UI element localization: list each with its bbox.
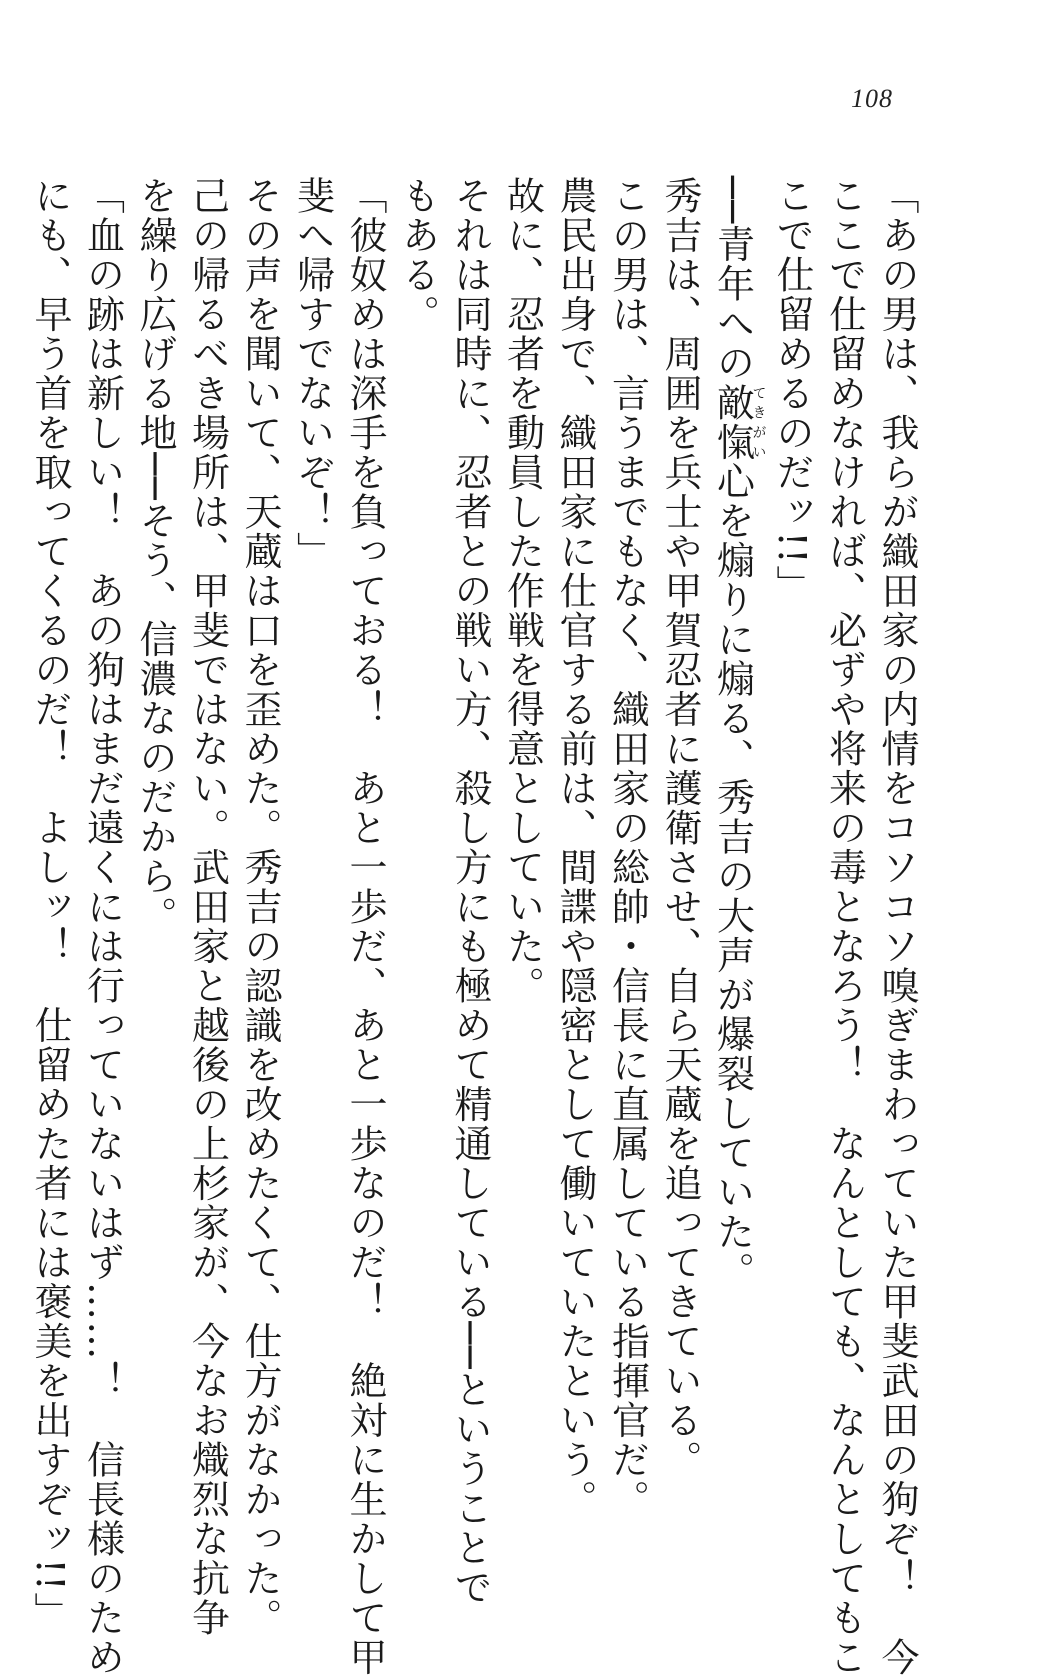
- text-line: その声を聞いて、天蔵は口を歪めた。秀吉の認識を改めたくて、仕方がなかった。: [238, 176, 282, 1638]
- text-line: ここで仕留めなければ、必ずや将来の毒となろう！ なんとしても、なんとしてもこ: [822, 176, 867, 1677]
- ruby-annotation: [710, 382, 767, 462]
- vertical-text-body: [28, 176, 923, 1677]
- text-segment: ──青年への: [710, 176, 755, 383]
- text-line: それは同時に、忍者との戦い方、殺し方にも極めて精通している──ということで: [448, 176, 492, 1608]
- text-line: を繰り広げる地──そう、信濃なのだから。: [133, 176, 177, 936]
- text-line: 故に、忍者を動員した作戦を得意としていた。: [500, 176, 545, 1006]
- text-line: 斐へ帰すでないぞ！」: [290, 176, 335, 571]
- text-line: 「あの男は、我らが織田家の内情をコソコソ嗅ぎまわっていた甲斐武田の狗ぞ！ 今: [875, 176, 919, 1677]
- text-line: [706, 176, 766, 1356]
- ruby-base: 敵愾: [710, 382, 755, 462]
- text-line: 秀吉は、周囲を兵士や甲賀忍者に護衛させ、自ら天蔵を追ってきている。: [658, 176, 702, 1480]
- text-segment: 心を煽りに煽る、秀吉の大声が爆裂していた。: [710, 461, 755, 1292]
- text-line: 「彼奴めは深手を負っておる！ あと一歩だ、あと一歩なのだ！ 絶対に生かして甲: [343, 176, 387, 1677]
- text-line: にも、早う首を取ってくるのだ！ よしッ！ 仕留めた者には褒美を出すぞッ!!」: [28, 176, 72, 1632]
- text-line: 「血の跡は新しい！ あの狗はまだ遠くには行っていないはず……！ 信長様のため: [80, 176, 125, 1677]
- ruby-reading: てきがい: [750, 382, 767, 462]
- text-line: こで仕留めるのだッ!!」: [770, 176, 814, 605]
- text-line: もある。: [395, 176, 440, 334]
- text-line: この男は、言うまでもなく、織田家の総帥・信長に直属している指揮官だ。: [605, 176, 650, 1519]
- text-line: 農民出身で、織田家に仕官する前は、間諜や隠密として働いていたという。: [553, 176, 597, 1519]
- text-line: 己の帰るべき場所は、甲斐ではない。武田家と越後の上杉家が、今なお熾烈な抗争: [185, 176, 230, 1638]
- page-number: 108: [851, 84, 893, 113]
